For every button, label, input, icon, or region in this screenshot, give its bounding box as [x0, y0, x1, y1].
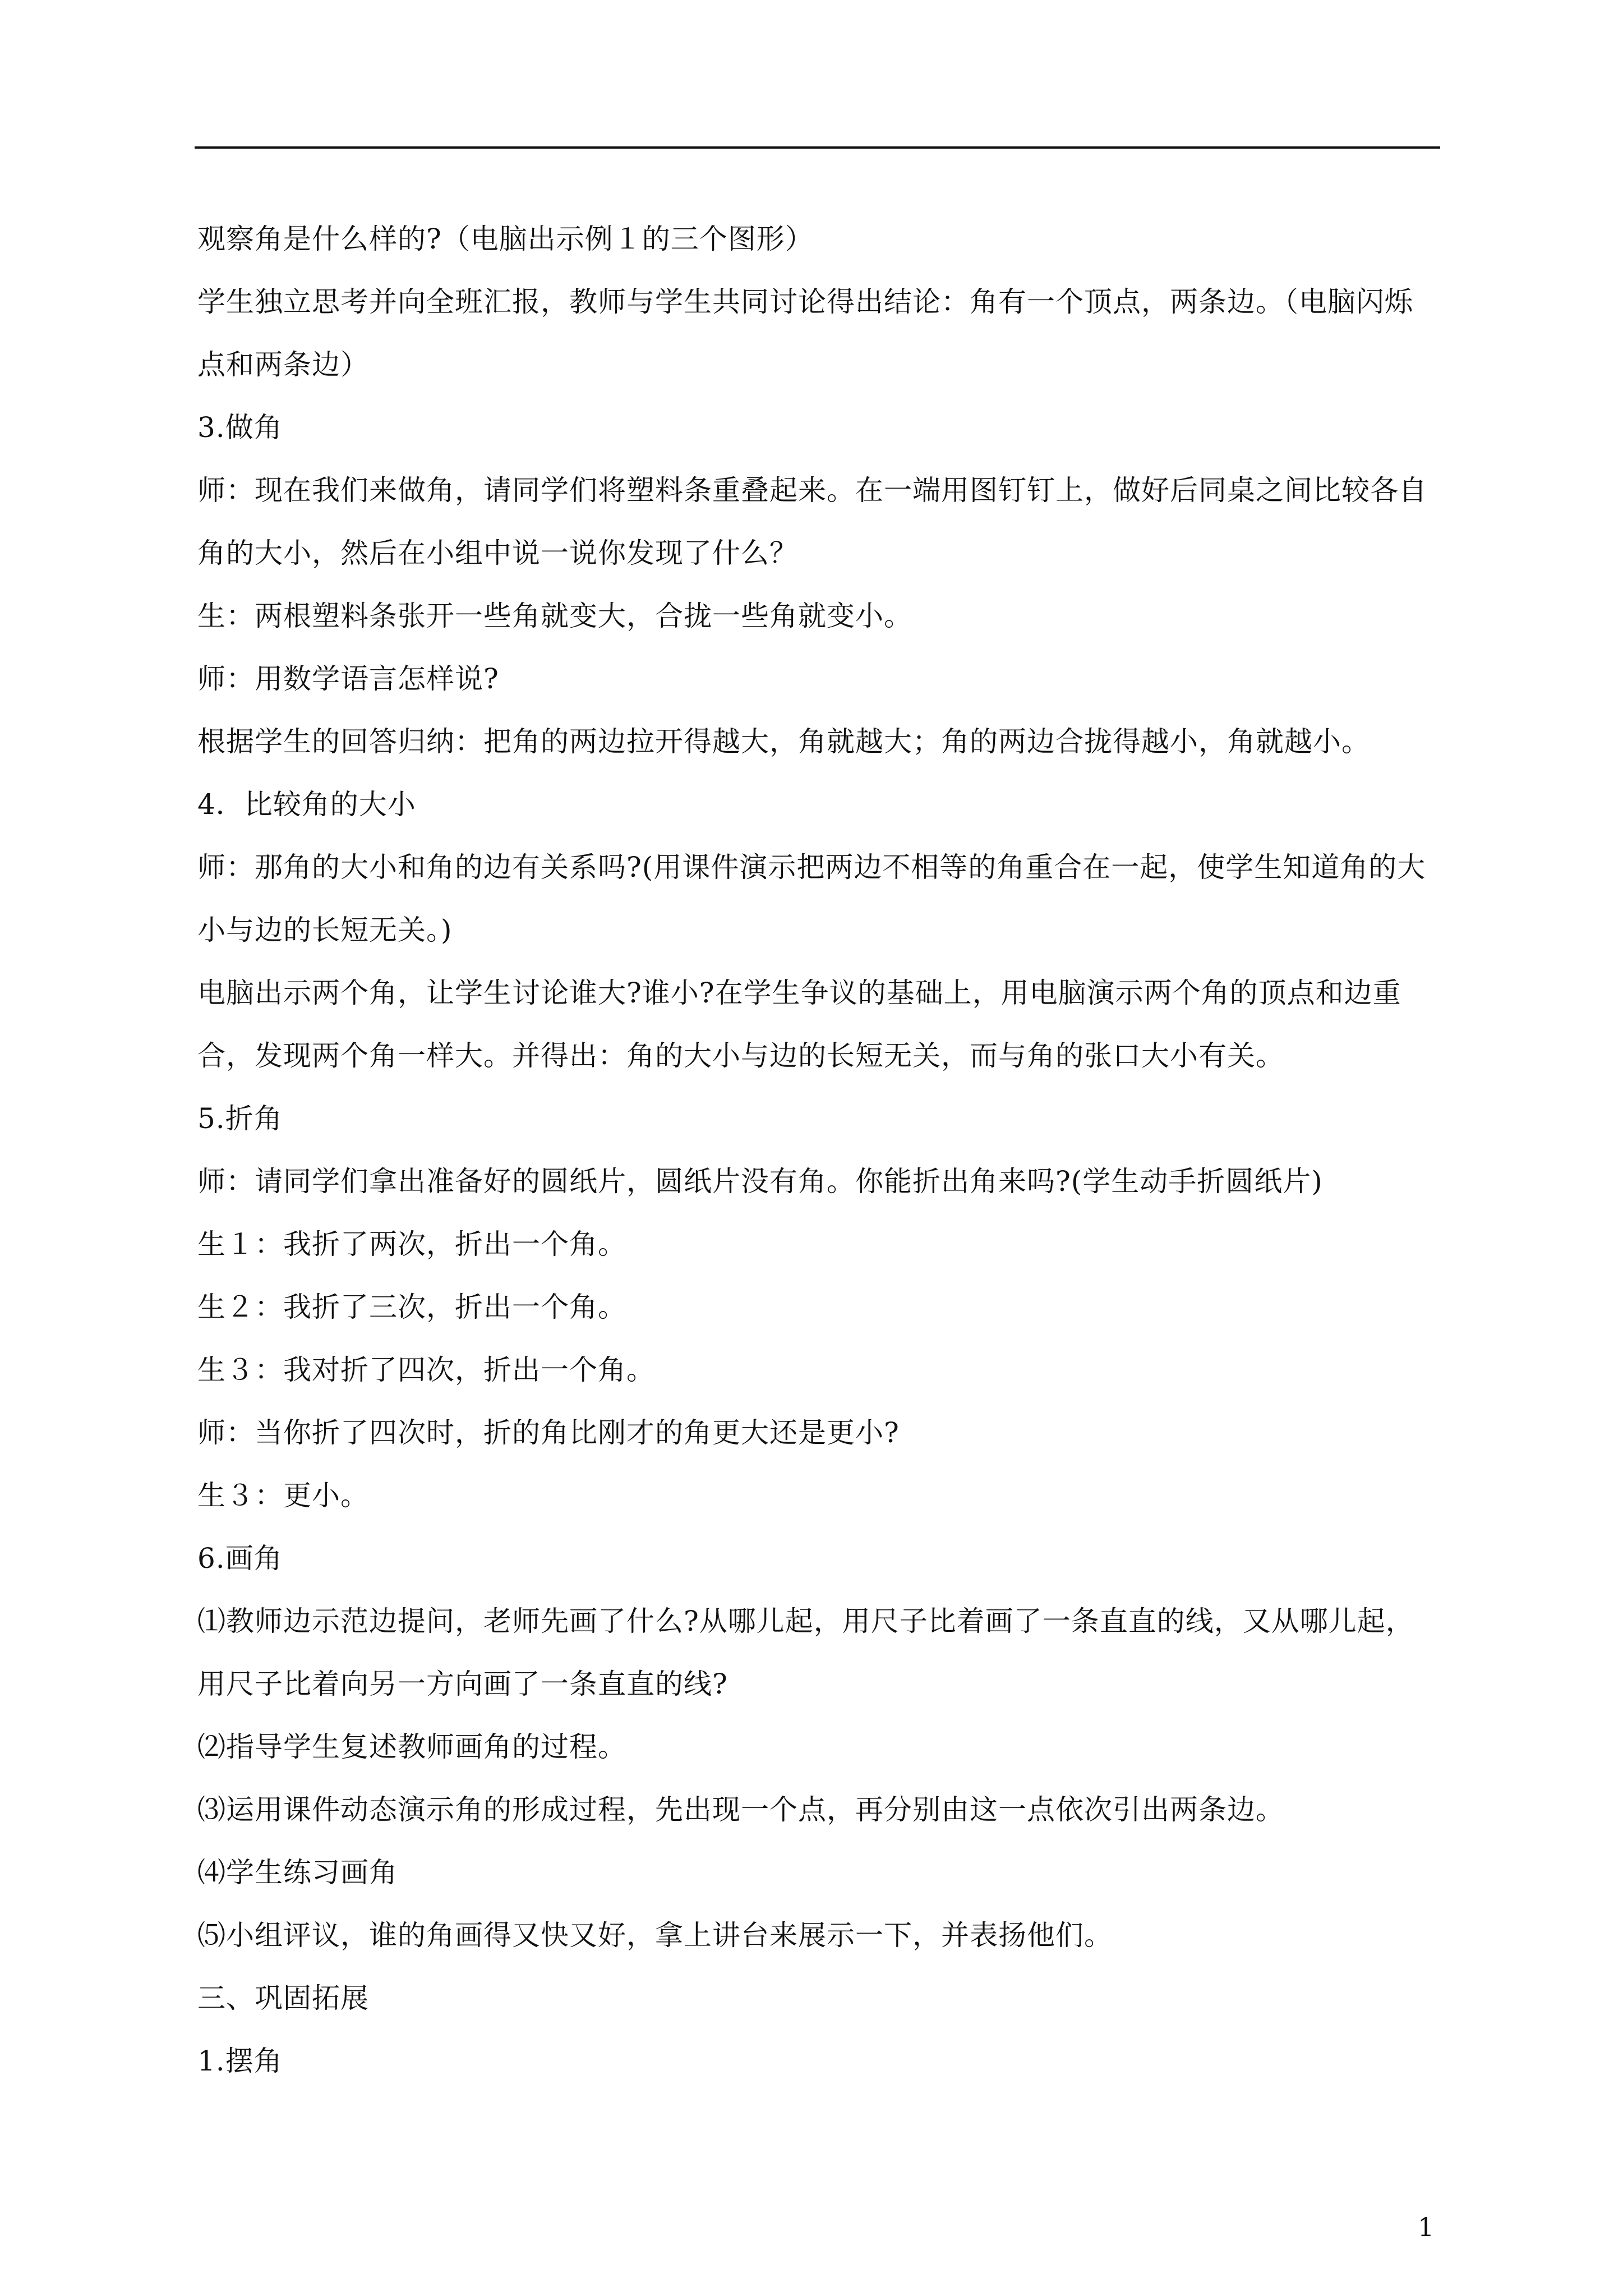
paragraph: 根据学生的回答归纳：把角的两边拉开得越大，角就越大；角的两边合拢得越小，角就越小。 [197, 725, 1370, 758]
section-heading: 6.画角 [197, 1542, 283, 1575]
list-item: ⑷学生练习画角 [197, 1856, 398, 1889]
list-item: ⑵指导学生复述教师画角的过程。 [197, 1731, 626, 1763]
paragraph: 生１：我折了两次，折出一个角。 [197, 1228, 626, 1260]
section-heading: 4．比较角的大小 [197, 788, 416, 821]
section-heading: 5.折角 [197, 1102, 283, 1135]
page-number: 1 [1418, 2212, 1435, 2242]
paragraph: 师：请同学们拿出准备好的圆纸片，圆纸片没有角。你能折出角来吗?(学生动手折圆纸片) [197, 1165, 1323, 1198]
paragraph: 学生独立思考并向全班汇报，教师与学生共同讨论得出结论：角有一个顶点，两条边。（电脑闪烁点和两条边） [197, 286, 1413, 381]
paragraph: 生：两根塑料条张开一些角就变大，合拢一些角就变小。 [197, 600, 912, 632]
paragraph: 电脑出示两个角，让学生讨论谁大?谁小?在学生争议的基础上，用电脑演示两个角的顶点和边重合，发现两个角一样大。并得出：角的大小与边的长短无关，而与角的张口大小有关。 [197, 977, 1401, 1072]
paragraph: 师：当你折了四次时，折的角比刚才的角更大还是更小? [197, 1416, 900, 1449]
paragraph: 生３：我对折了四次，折出一个角。 [197, 1354, 655, 1386]
section-heading: 三、巩固拓展 [197, 1982, 369, 2014]
paragraph: 师：用数学语言怎样说? [197, 662, 499, 695]
paragraph: 生３：更小。 [197, 1479, 369, 1512]
section-heading: 3.做角 [197, 411, 283, 444]
list-item: ⑶运用课件动态演示角的形成过程，先出现一个点，再分别由这一点依次引出两条边。 [197, 1793, 1284, 1826]
list-item: ⑸小组评议，谁的角画得又快又好，拿上讲台来展示一下，并表扬他们。 [197, 1919, 1113, 1952]
paragraph: 师：那角的大小和角的边有关系吗?(用课件演示把两边不相等的角重合在一起，使学生知道角的大小与边的长短无关。) [197, 851, 1426, 946]
header-rule [195, 146, 1440, 149]
document-body [197, 208, 1440, 2092]
paragraph: 生２：我折了三次，折出一个角。 [197, 1291, 626, 1323]
paragraph: 观察角是什么样的?（电脑出示例１的三个图形） [197, 223, 814, 255]
section-heading: 1.摆角 [197, 2045, 283, 2077]
paragraph: 师：现在我们来做角，请同学们将塑料条重叠起来。在一端用图钉钉上，做好后同桌之间比较各自角的大小，然后在小组中说一说你发现了什么？ [197, 474, 1427, 569]
list-item: ⑴教师边示范边提问，老师先画了什么?从哪儿起，用尺子比着画了一条直直的线，又从哪儿起，用尺子比着向另一方向画了一条直直的线? [197, 1605, 1414, 1700]
